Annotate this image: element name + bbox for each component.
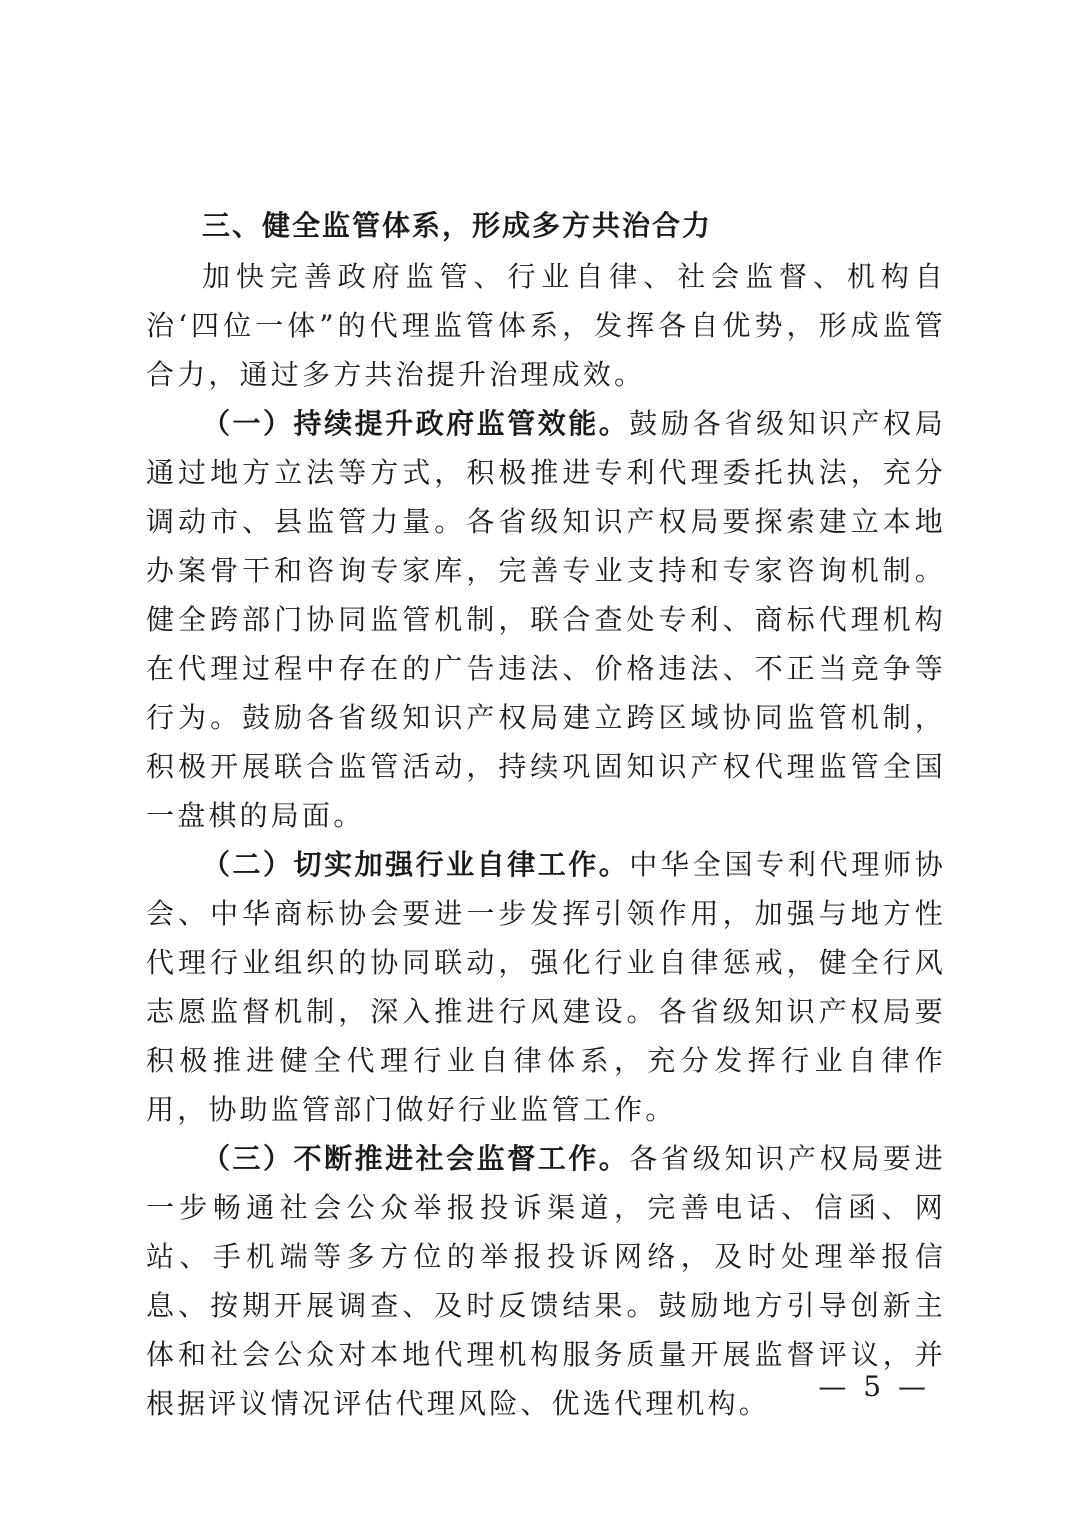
section-intro: 加快完善政府监管、行业自律、社会监督、机构自治‘四位一体”的代理监管体系，发挥各自优势，形成监管合力，通过多方共治提升治理成效。 bbox=[146, 260, 946, 391]
item-lead-2: （二）切实加强行业自律工作。 bbox=[202, 848, 630, 881]
item-body-3: 各省级知识产权局要进一步畅通社会公众举报投诉渠道，完善电话、信函、网站、手机端等多方位的举报投诉网络，及时处理举报信息、按期开展调查、及时反馈结果。鼓励地方引导创新主体和社会公众对本地代理机构服务质量开展监督评议，并根据评议情况评估代理风险、优选代理机构。 bbox=[146, 1142, 946, 1420]
item-paragraph-2 bbox=[146, 840, 946, 1134]
item-lead-1: （一）持续提升政府监管效能。 bbox=[202, 407, 630, 440]
section-heading: 三、健全监管体系，形成多方共治合力 bbox=[202, 209, 713, 242]
item-lead-3: （三）不断推进社会监督工作。 bbox=[202, 1142, 630, 1175]
item-body-1: 鼓励各省级知识产权局通过地方立法等方式，积极推进专利代理委托执法，充分调动市、县监管力量。各省级知识产权局要探索建立本地办案骨干和咨询专家库，完善专业支持和专家咨询机制。健全跨部门协同监管机制，联合查处专利、商标代理机构在代理过程中存在的广告违法、价格违法、不正当竞争等行为。鼓励各省级知识产权局建立跨区域协同监管机制，积极开展联合监管活动，持续巩固知识产权代理监管全国一盘棋的局面。 bbox=[146, 407, 946, 832]
item-body-2: 中华全国专利代理师协会、中华商标协会要进一步发挥引领作用，加强与地方性代理行业组织的协同联动，强化行业自律惩戒，健全行风志愿监督机制，深入推进行风建设。各省级知识产权局要积极推进健全代理行业自律体系，充分发挥行业自律作用，协助监管部门做好行业监管工作。 bbox=[146, 848, 946, 1126]
document-body bbox=[146, 200, 946, 1428]
page-number: — 5 — bbox=[818, 1370, 930, 1403]
item-paragraph-1 bbox=[146, 399, 946, 840]
